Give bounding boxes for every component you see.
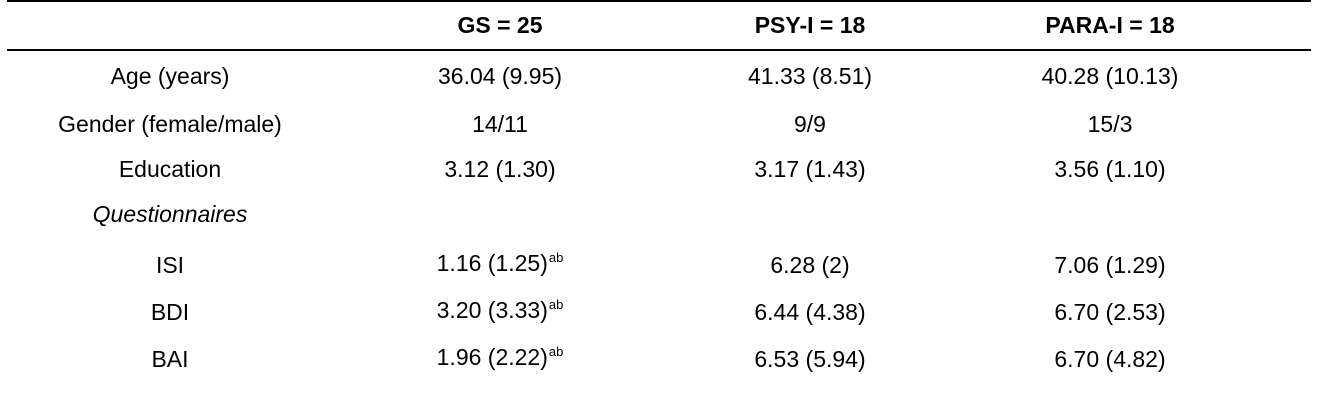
table-header-rule [7,49,1311,51]
row-label: Education [118,156,222,182]
significance-superscript: ab [548,250,564,265]
cell-para-i: 15/3 [1087,111,1133,137]
cell-para-i: 40.28 (10.13) [1041,63,1179,89]
table-header-row [0,5,1318,45]
cell-para-i: 6.70 (4.82) [1054,346,1166,372]
header-para-i-column: PARA-I = 18 [1045,12,1175,38]
cell-psy-i: 41.33 (8.51) [747,63,873,89]
table-top-rule [7,0,1311,2]
cell-gs: 1.96 $(2.22)^{ab}$ [436,344,564,370]
significance-superscript: ab [548,297,564,312]
row-label: BDI [150,299,190,325]
header-psy-i-column: PSY-I = 18 [754,12,866,38]
cell-psy-i: 6.28 (2) [770,252,850,278]
cell-para-i: 3.56 (1.10) [1054,156,1166,182]
table-row [0,245,1318,285]
cell-psy-i: 6.53 (5.94) [754,346,866,372]
table-section-row [0,194,1318,234]
row-label: Age (years) [110,63,230,89]
significance-superscript: ab [548,344,564,359]
table-row [0,56,1318,96]
cell-gs: 36.04 (9.95) [437,63,563,89]
cell-psy-i: 6.44 (4.38) [754,299,866,325]
table-row [0,339,1318,379]
cell-para-i: 7.06 (1.29) [1054,252,1166,278]
section-label: Questionnaires [92,201,248,227]
table-row [0,104,1318,144]
header-gs-column: GS = 25 [457,12,543,38]
cell-gs: 3.12 (1.30) [444,156,556,182]
cell-gs: 1.16 $(1.25)^{ab}$ [436,250,564,276]
cell-psy-i: 3.17 (1.43) [754,156,866,182]
cell-gs: 14/11 [472,111,528,137]
table-row [0,292,1318,332]
row-label: BAI [151,346,189,372]
table-row [0,149,1318,189]
cell-para-i: 6.70 (2.53) [1054,299,1166,325]
row-label: Gender (female/male) [58,111,282,137]
cell-gs: 3.20 $(3.33)^{ab}$ [436,297,564,323]
row-label: ISI [155,252,185,278]
cell-psy-i: 9/9 [794,111,826,137]
